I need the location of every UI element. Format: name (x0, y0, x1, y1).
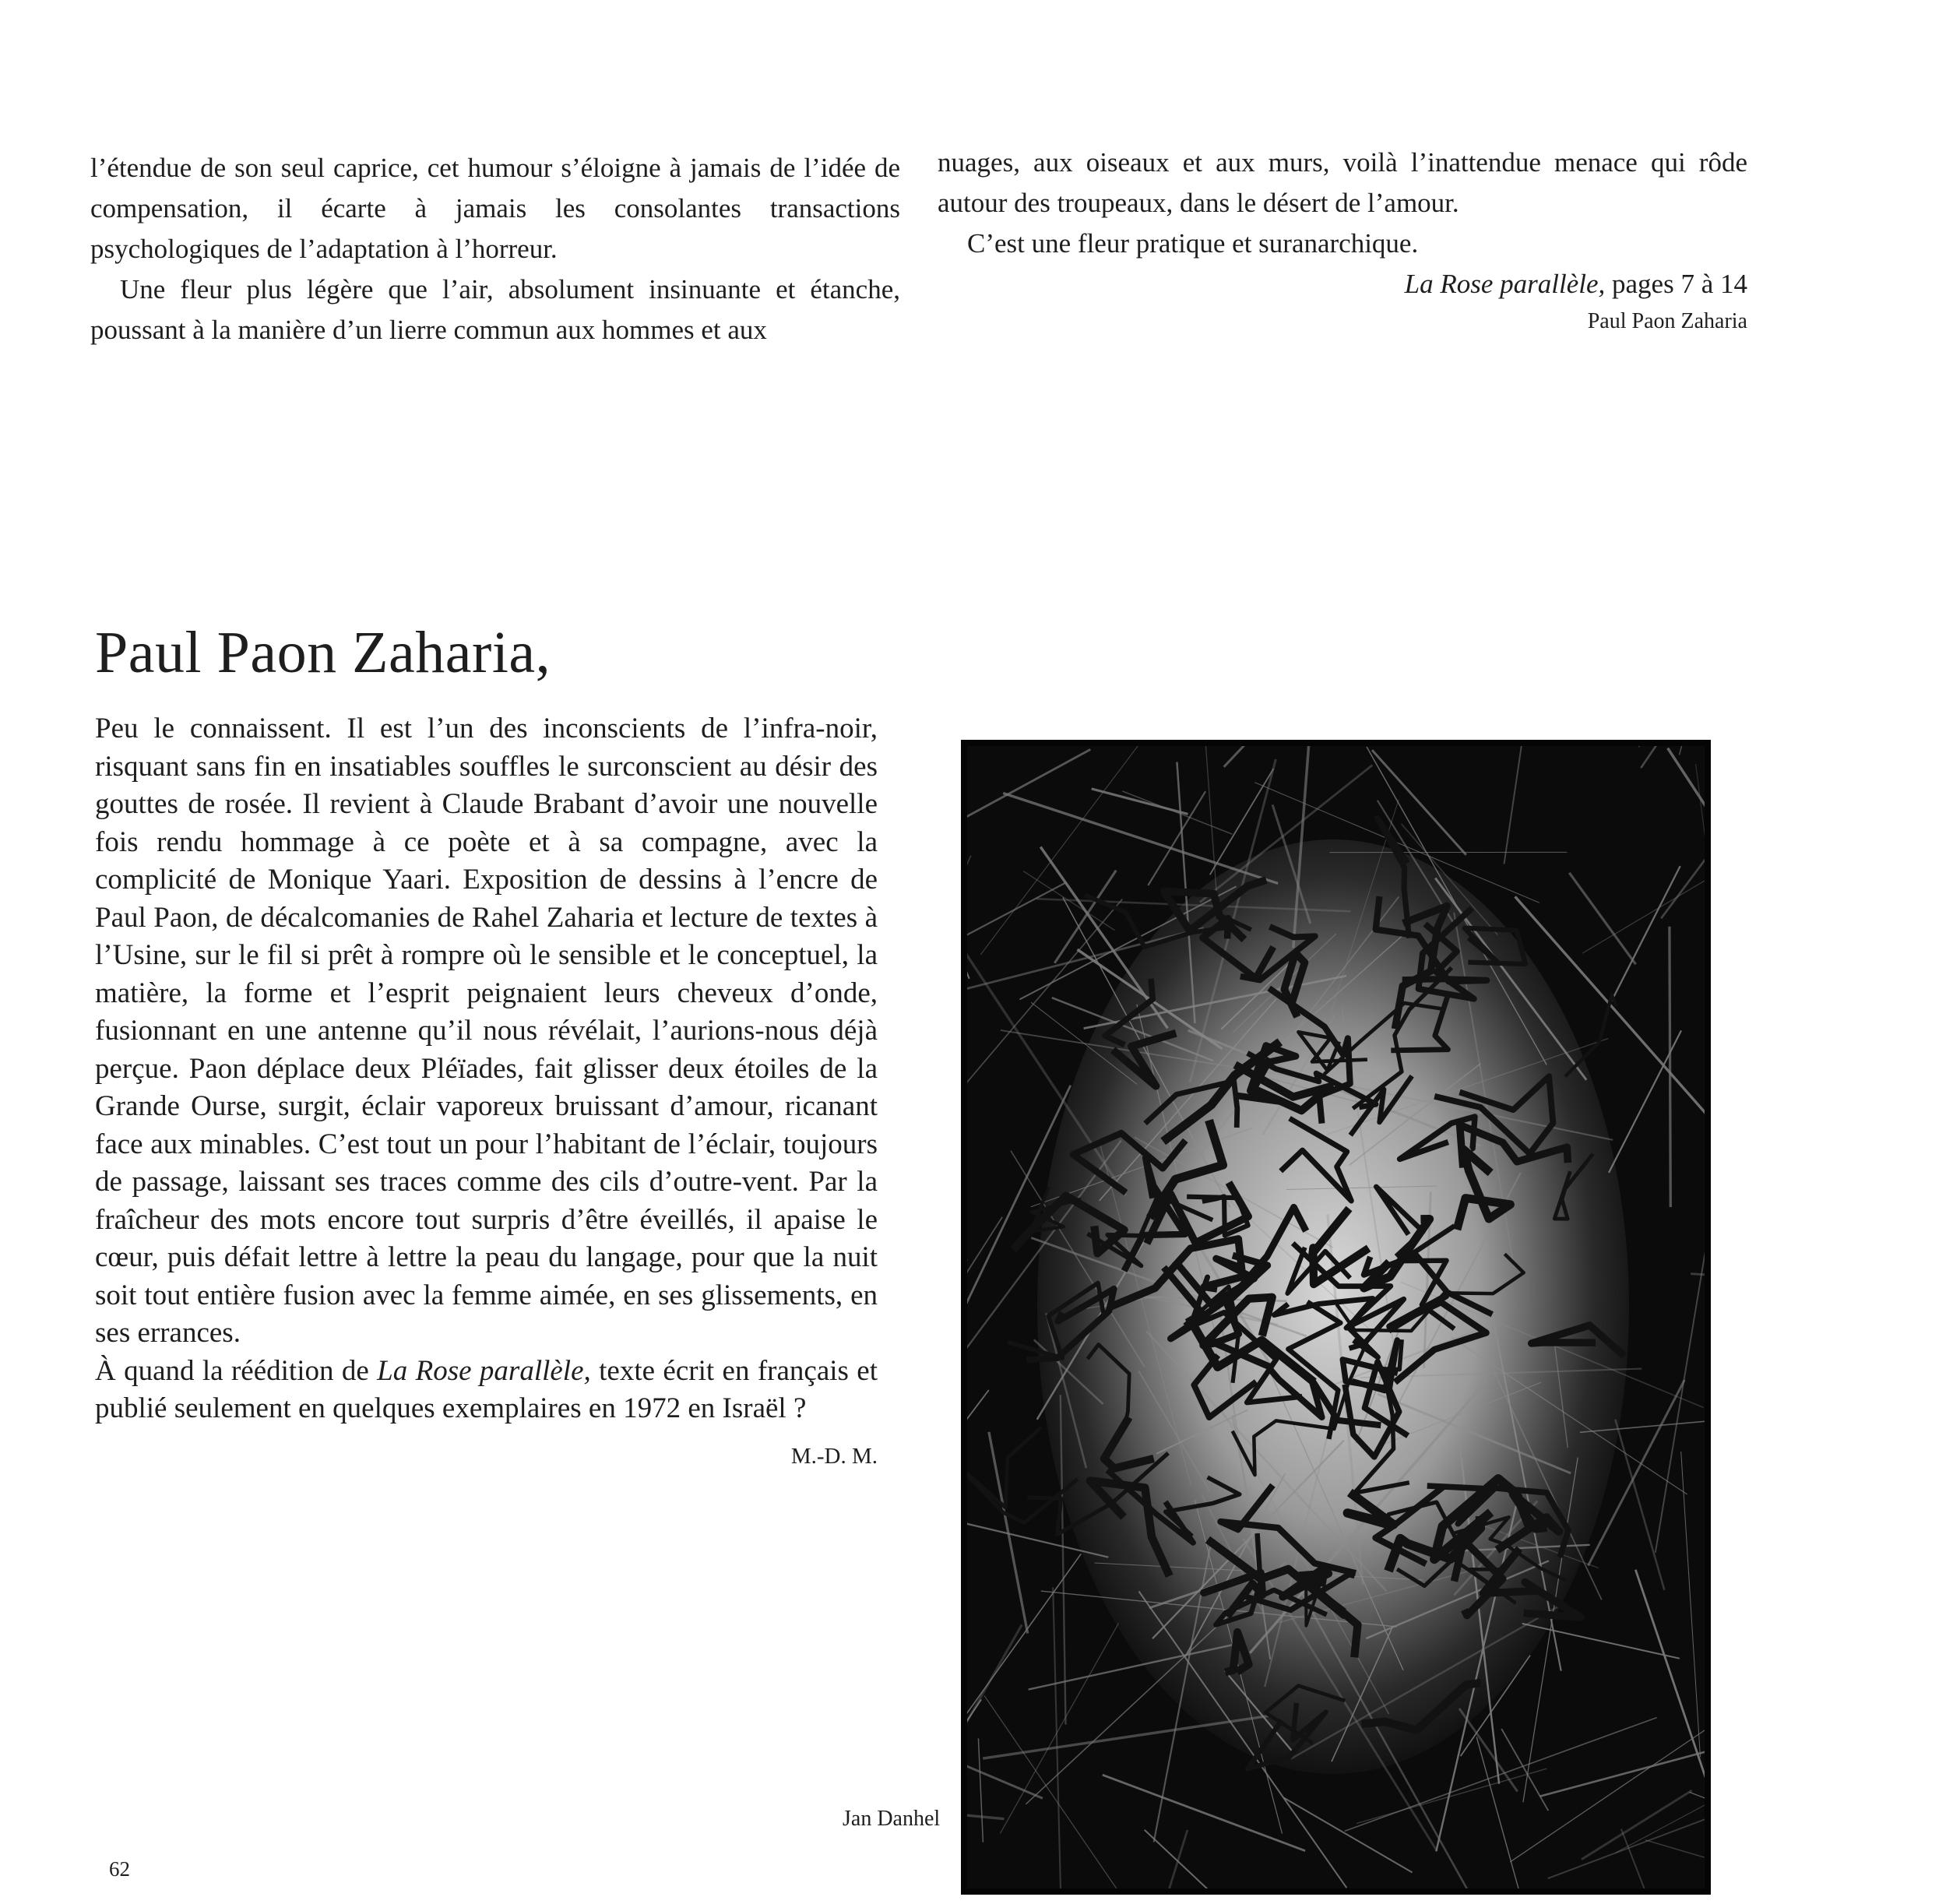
page-number: 62 (109, 1857, 130, 1881)
article-paragraph: Peu le connaissent. Il est l’un des inconscients de l’infra-noir, risquant sans fin en insatiables souffles le surconscient au désir des gouttes de rosée. Il revient à Claude Brabant d’avoir une nouvelle fois rendu hommage à ce poète et à sa compagne, avec la complicité de Monique Yaari. Exposition de dessins à l’encre de Paul Paon, de décalcomanies de Rahel Zaharia et lecture de textes à l’Usine, sur le fil si prêt à rompre où le sensible et le conceptuel, la matière, la forme et l’esprit peignaient leurs cheveux d’onde, fusionnant en une antenne qu’il nous révélait, l’aurions-nous déjà perçue. Paon déplace deux Pléïades, fait glisser deux étoiles de la Grande Ourse, surgit, éclair vaporeux bruissant d’amour, ricanant face aux minables. C’est tout un pour l’habitant de l’éclair, toujours de passage, laissant ses traces comme des cils d’outre-vent. Par la fraîcheur des mots encore tout surpris d’être éveillés, il apaise le cœur, puis défait lettre à lettre la peau du langage, pour que la nuit soit tout entière fusion avec la femme aimée, en ses glissements, en ses errances. (95, 713, 878, 1349)
article-question (95, 1353, 878, 1428)
article-heading: Paul Paon Zaharia, (95, 620, 551, 685)
top-right-column (938, 143, 1747, 339)
question-suffix: texte écrit en français et publié seulement en quelques exemplaires en 1972 en Israël ? (95, 1354, 878, 1424)
top-left-column (90, 148, 900, 350)
source-title: La Rose parallèle, (1404, 269, 1606, 299)
question-prefix: À quand la réédition de (95, 1354, 378, 1387)
cracked-stone-photo (967, 746, 1705, 1888)
photo-credit: Jan Danhel (843, 1807, 941, 1831)
top-left-paragraph-2: Une fleur plus légère que l’air, absolument insinuante et étanche, poussant à la manière d’un lierre commun aux hommes et aux (90, 274, 900, 345)
top-right-paragraph-1: nuages, aux oiseaux et aux murs, voilà l’inattendue menace qui rôde autour des troupeaux, dans le désert de l’amour. (938, 147, 1747, 218)
source-pages: pages 7 à 14 (1605, 269, 1747, 299)
photograph (961, 740, 1711, 1895)
article-body (95, 710, 878, 1475)
excerpt-source (938, 264, 1747, 304)
top-right-paragraph-2: C’est une fleur pratique et suranarchique. (967, 228, 1419, 259)
excerpt-author: Paul Paon Zaharia (1587, 309, 1747, 333)
article-initials: M.-D. M. (790, 1443, 878, 1469)
top-left-paragraph-1: l’étendue de son seul caprice, cet humour s’éloigne à jamais de l’idée de compensation, il écarte à jamais les consolantes transactions psychologiques de l’adaptation à l’horreur. (90, 153, 900, 264)
question-title: La Rose parallèle, (377, 1354, 591, 1387)
